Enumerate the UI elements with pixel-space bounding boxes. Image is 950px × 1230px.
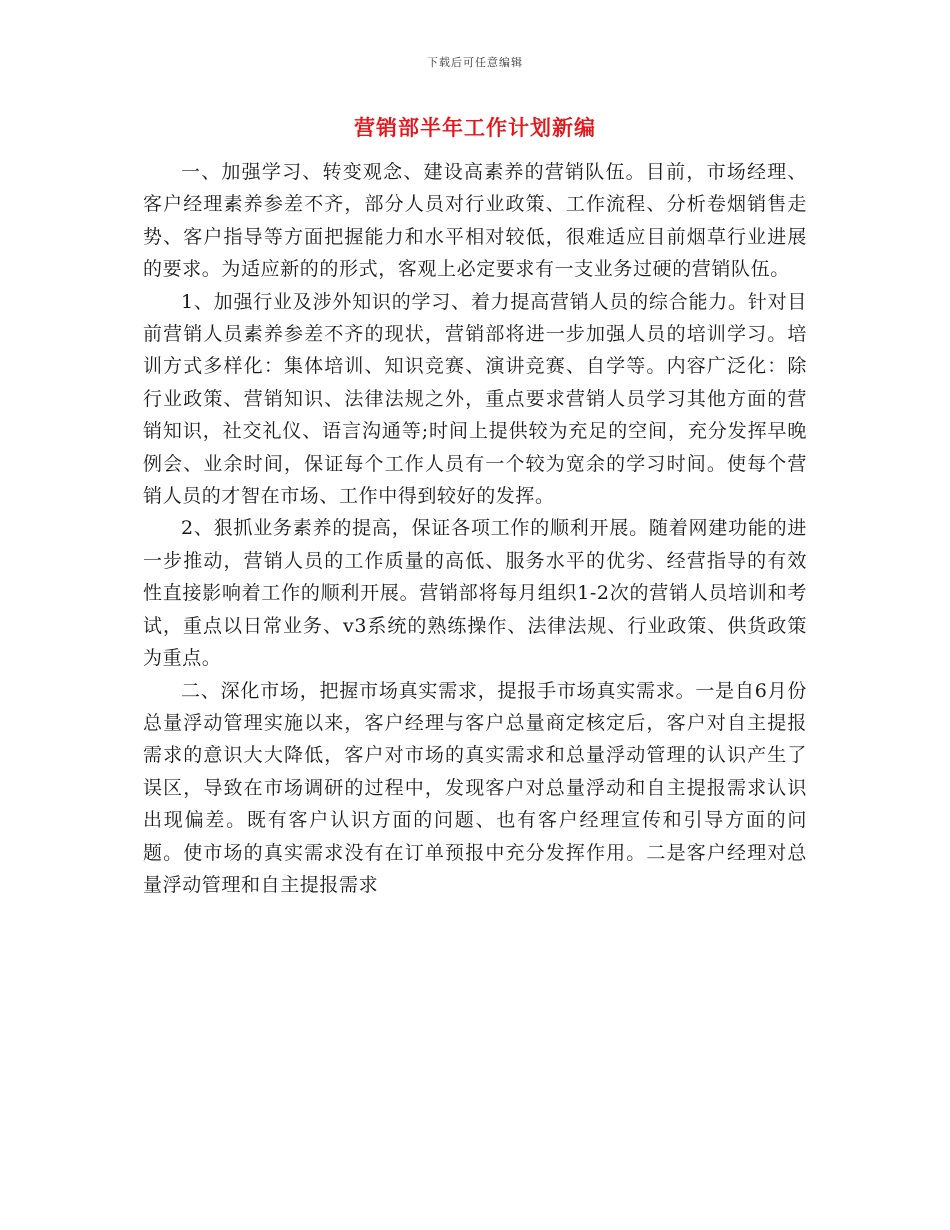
document-body <box>143 156 807 901</box>
document-title: 营销部半年工作计划新编 <box>354 116 596 140</box>
paragraph-1: 一、加强学习、转变观念、建设高素养的营销队伍。目前，市场经理、客户经理素养参差不齐，部分人员对行业政策、工作流程、分析卷烟销售走势、客户指导等方面把握能力和水平相对较低，很难适应目前烟草行业进展的要求。为适应新的的形式，客观上必定要求有一支业务过硬的营销队伍。 <box>143 161 807 281</box>
paragraph-3: 2、狠抓业务素养的提高，保证各项工作的顺利开展。随着网建功能的进一步推动，营销人员的工作质量的高低、服务水平的优劣、经营指导的有效性直接影响着工作的顺利开展。营销部将每月组织1-2次的营销人员培训和考试，重点以日常业务、v3系统的熟练操作、法律法规、行业政策、供货政策为重点。 <box>143 517 807 670</box>
paragraph-2: 1、加强行业及涉外知识的学习、着力提高营销人员的综合能力。针对目前营销人员素养参差不齐的现状，营销部将进一步加强人员的培训学习。培训方式多样化：集体培训、知识竞赛、演讲竞赛、自学等。内容广泛化：除行业政策、营销知识、法律法规之外，重点要求营销人员学习其他方面的营销知识，社交礼仪、语言沟通等;时间上提供较为充足的空间，充分发挥早晚例会、业余时间，保证每个工作人员有一个较为宽余的学习时间。使每个营销人员的才智在市场、工作中得到较好的发挥。 <box>143 290 807 508</box>
paragraph-4: 二、深化市场，把握市场真实需求，提报手市场真实需求。一是自6月份总量浮动管理实施以来，客户经理与客户总量商定核定后，客户对自主提报需求的意识大大降低，客户对市场的真实需求和总量浮动管理的认识产生了误区，导致在市场调研的过程中，发现客户对总量浮动和自主提报需求认识出现偏差。既有客户认识方面的问题、也有客户经理宣传和引导方面的问题。使市场的真实需求没有在订单预报中充分发挥作用。二是客户经理对总量浮动管理和自主提报需求 <box>143 679 807 896</box>
header-note: 下载后可任意编辑 <box>427 56 523 69</box>
